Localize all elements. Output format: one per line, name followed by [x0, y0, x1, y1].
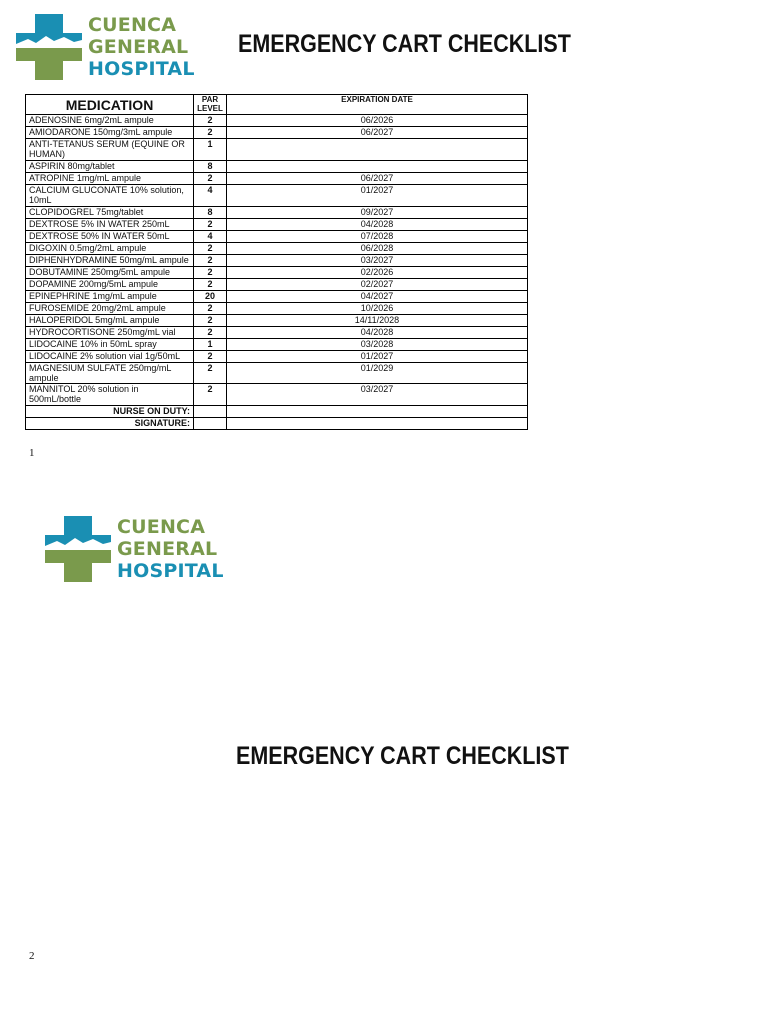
medication-cell: DOPAMINE 200mg/5mL ampule [26, 279, 194, 291]
medication-cell: ASPIRIN 80mg/tablet [26, 161, 194, 173]
medication-cell: DEXTROSE 5% IN WATER 250mL [26, 219, 194, 231]
medication-cell: DEXTROSE 50% IN WATER 50mL [26, 231, 194, 243]
table-row [26, 115, 528, 127]
par-level-cell: 4 [194, 185, 227, 207]
hospital-cross-logo-icon [45, 516, 111, 582]
expiration-date-cell: 09/2027 [227, 207, 528, 219]
expiration-date-cell: 03/2028 [227, 339, 528, 351]
table-row [26, 243, 528, 255]
hospital-name [88, 14, 195, 80]
par-level-cell: 2 [194, 173, 227, 185]
medication-cell: DIGOXIN 0.5mg/2mL ampule [26, 243, 194, 255]
hospital-logo-page-2 [45, 516, 224, 582]
table-row [26, 351, 528, 363]
par-level-cell: 4 [194, 231, 227, 243]
par-level-cell: 2 [194, 351, 227, 363]
page-number-page-2: 2 [29, 950, 35, 962]
header-medication: MEDICATION [26, 95, 194, 115]
logo-line-hospital: HOSPITAL [88, 58, 195, 80]
signature-row [26, 418, 528, 430]
par-level-cell: 2 [194, 219, 227, 231]
medication-cell: ATROPINE 1mg/mL ampule [26, 173, 194, 185]
signature-field[interactable] [227, 418, 528, 430]
table-row [26, 267, 528, 279]
signature-label: SIGNATURE: [26, 418, 194, 430]
medication-cell: CALCIUM GLUCONATE 10% solution, 10mL [26, 185, 194, 207]
par-level-cell: 2 [194, 115, 227, 127]
par-level-cell: 2 [194, 267, 227, 279]
signature-par-cell[interactable] [194, 418, 227, 430]
par-level-cell: 20 [194, 291, 227, 303]
logo-line-general: GENERAL [88, 36, 189, 58]
table-row [26, 219, 528, 231]
expiration-date-cell: 06/2028 [227, 243, 528, 255]
medication-cell: FUROSEMIDE 20mg/2mL ampule [26, 303, 194, 315]
table-row [26, 279, 528, 291]
medication-cell: MANNITOL 20% solution in 500mL/bottle [26, 384, 194, 406]
nurse-on-duty-row [26, 406, 528, 418]
table-row [26, 127, 528, 139]
par-level-cell: 2 [194, 127, 227, 139]
expiration-date-cell [227, 161, 528, 173]
table-row [26, 315, 528, 327]
logo-line-cuenca: CUENCA [117, 516, 206, 538]
par-level-cell: 2 [194, 363, 227, 384]
medication-cell: LIDOCAINE 2% solution vial 1g/50mL [26, 351, 194, 363]
table-row [26, 384, 528, 406]
table-row [26, 231, 528, 243]
logo-line-hospital: HOSPITAL [117, 560, 224, 582]
table-row [26, 161, 528, 173]
expiration-date-cell: 03/2027 [227, 255, 528, 267]
medication-cell: EPINEPHRINE 1mg/mL ampule [26, 291, 194, 303]
expiration-date-cell: 14/11/2028 [227, 315, 528, 327]
expiration-date-cell: 04/2028 [227, 327, 528, 339]
checklist-table [25, 94, 528, 430]
hospital-cross-logo-icon [16, 14, 82, 80]
logo-line-general: GENERAL [117, 538, 218, 560]
table-row [26, 339, 528, 351]
expiration-date-cell: 01/2029 [227, 363, 528, 384]
expiration-date-cell: 07/2028 [227, 231, 528, 243]
par-level-cell: 2 [194, 303, 227, 315]
table-row [26, 303, 528, 315]
nurse-on-duty-label: NURSE ON DUTY: [26, 406, 194, 418]
page-number: 1 [29, 447, 35, 459]
table-row [26, 327, 528, 339]
expiration-date-cell: 06/2027 [227, 173, 528, 185]
header-expiration-date: EXPIRATION DATE [227, 95, 528, 115]
page-title: EMERGENCY CART CHECKLIST [238, 30, 571, 58]
expiration-date-cell: 06/2027 [227, 127, 528, 139]
medication-cell: HALOPERIDOL 5mg/mL ampule [26, 315, 194, 327]
medication-cell: CLOPIDOGREL 75mg/tablet [26, 207, 194, 219]
expiration-date-cell: 06/2026 [227, 115, 528, 127]
par-level-cell: 2 [194, 255, 227, 267]
par-level-cell: 1 [194, 339, 227, 351]
table-row [26, 291, 528, 303]
medication-cell: DIPHENHYDRAMINE 50mg/mL ampule [26, 255, 194, 267]
hospital-logo [16, 14, 195, 80]
expiration-date-cell: 10/2026 [227, 303, 528, 315]
nurse-on-duty-par-cell[interactable] [194, 406, 227, 418]
medication-cell: ANTI-TETANUS SERUM (EQUINE OR HUMAN) [26, 139, 194, 161]
nurse-on-duty-field[interactable] [227, 406, 528, 418]
medication-cell: AMIODARONE 150mg/3mL ampule [26, 127, 194, 139]
expiration-date-cell: 01/2027 [227, 185, 528, 207]
par-level-cell: 8 [194, 161, 227, 173]
medication-cell: DOBUTAMINE 250mg/5mL ampule [26, 267, 194, 279]
par-level-cell: 2 [194, 327, 227, 339]
table-row [26, 185, 528, 207]
table-row [26, 255, 528, 267]
page-title-page-2: EMERGENCY CART CHECKLIST [236, 742, 569, 770]
expiration-date-cell: 04/2028 [227, 219, 528, 231]
medication-cell: HYDROCORTISONE 250mg/mL vial [26, 327, 194, 339]
par-level-cell: 2 [194, 315, 227, 327]
medication-cell: MAGNESIUM SULFATE 250mg/mL ampule [26, 363, 194, 384]
table-row [26, 363, 528, 384]
expiration-date-cell: 01/2027 [227, 351, 528, 363]
medication-cell: ADENOSINE 6mg/2mL ampule [26, 115, 194, 127]
par-level-cell: 1 [194, 139, 227, 161]
table-row [26, 139, 528, 161]
par-level-cell: 2 [194, 279, 227, 291]
expiration-date-cell: 04/2027 [227, 291, 528, 303]
expiration-date-cell: 02/2026 [227, 267, 528, 279]
medication-cell: LIDOCAINE 10% in 50mL spray [26, 339, 194, 351]
par-level-cell: 8 [194, 207, 227, 219]
par-level-cell: 2 [194, 243, 227, 255]
table-row [26, 207, 528, 219]
header-par-level: PAR LEVEL [194, 95, 227, 115]
expiration-date-cell: 02/2027 [227, 279, 528, 291]
table-header-row [26, 95, 528, 115]
table-row [26, 173, 528, 185]
expiration-date-cell [227, 139, 528, 161]
hospital-name [117, 516, 224, 582]
par-level-cell: 2 [194, 384, 227, 406]
expiration-date-cell: 03/2027 [227, 384, 528, 406]
logo-line-cuenca: CUENCA [88, 14, 177, 36]
